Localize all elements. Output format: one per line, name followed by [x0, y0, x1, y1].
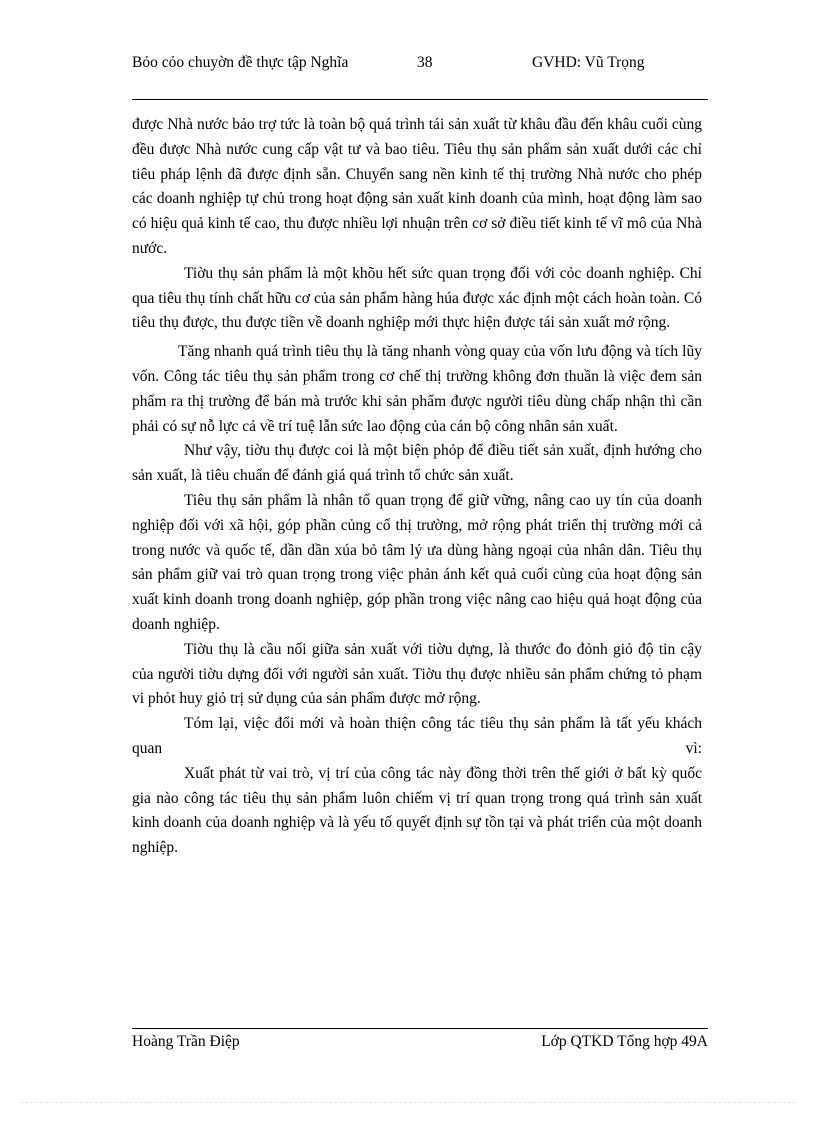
paragraph: Tóm lại, việc đổi mới và hoàn thiện công tác tiêu thụ sản phẩm là tất yếu khách quan vì: — [132, 715, 702, 757]
page-number: 38 — [417, 54, 433, 71]
header-divider — [132, 99, 708, 100]
paragraph: Như vậy, tiờu thụ được coi là một biện phỏp để điều tiết sản xuất, định hướng cho sản xuất, là tiêu chuẩn để đánh giá quá trình tổ chức sản xuất. — [132, 442, 702, 485]
page-edge-divider — [20, 1102, 796, 1103]
paragraph: Xuất phát từ vai trò, vị trí của công tác này đồng thời trên thế giới ở bất kỳ quốc gia nào công tác tiêu thụ sản phẩm luôn chiếm vị trí quan trọng trong quá trình sản xuất kinh doanh của doanh nghiệp và là yếu tố quyết định sự tồn tại và phát triển của một doanh nghiệp. — [132, 764, 702, 857]
class-name: Lớp QTKD Tổng hợp 49A — [541, 1033, 708, 1050]
paragraph: Tiờu thụ sản phẩm là một khõu hết sức quan trọng đối với cỏc doanh nghiệp. Chỉ qua tiêu thụ tính chất hữu cơ của sản phẩm hàng húa được xác định một cách hoàn toàn. Có tiêu thụ được, thu được tiền về doanh nghiệp mới thực hiện được tái sản xuất mở rộng. — [132, 264, 702, 332]
footer-divider — [132, 1028, 708, 1029]
paragraph: Tiêu thụ sản phẩm là nhân tố quan trọng để giữ vững, nâng cao uy tín của doanh nghiệp đối với xã hội, góp phần củng cố thị trường, mở rộng phát triển thị trường mới cả trong nước và quốc tế, dần dần xúa bỏ tâm lý ưa dùng hàng ngoại của nhân dân. Tiêu thụ sản phẩm giữ vai trò quan trọng trong việc phản ánh kết quả cuối cùng của hoạt động sản xuất kinh doanh trong doanh nghiệp, góp phần trong việc nâng cao hiệu quả hoạt động của doanh nghiệp. — [132, 491, 702, 633]
paragraph: được Nhà nước bảo trợ tức là toàn bộ quá trình tái sản xuất từ khâu đầu đến khâu cuối cùng đều được Nhà nước cung cấp vật tư và bao tiêu. Tiêu thụ sản phẩm sản xuất dưới các chỉ tiêu pháp lệnh đã được định sẵn. Chuyển sang nền kinh tế thị trường Nhà nước cho phép các doanh nghiệp tự chủ trong hoạt động sản xuất kinh doanh của mình, hoạt động làm sao có hiệu quả kinh tế cao, thu được nhiều lợi nhuận trên cơ sở điều tiết kinh tế vĩ mô của Nhà nước. — [132, 116, 702, 257]
report-title: Bỏo cỏo chuyờn đề thực tập Nghĩa — [132, 54, 349, 71]
advisor-name: GVHD: Vũ Trọng — [532, 54, 645, 71]
paragraph: Tăng nhanh quá trình tiêu thụ là tăng nhanh vòng quay của vốn lưu động và tích lũy vốn. Công tác tiêu thụ sản phẩm trong cơ chế thị trường không đơn thuần là việc đem sản phẩm ra thị trường để bán mà trước khi sản phẩm được người tiêu dùng chấp nhận thì cần phải có sự nỗ lực cả về trí tuệ lẫn sức lao động của cán bộ công nhân sản xuất. — [132, 343, 702, 435]
paragraph: Tiờu thụ là cầu nối giữa sản xuất với tiờu dựng, là thước đo đỏnh giỏ độ tin cậy của người tiờu dựng đối với người sản xuất. Tiờu thụ được nhiều sản phẩm chứng tỏ phạm vi phỏt huy giỏ trị sử dụng của sản phẩm được mở rộng. — [132, 640, 702, 708]
author-name: Hoàng Trần Điệp — [132, 1033, 240, 1050]
document-body — [132, 113, 702, 861]
page-header — [132, 52, 708, 98]
